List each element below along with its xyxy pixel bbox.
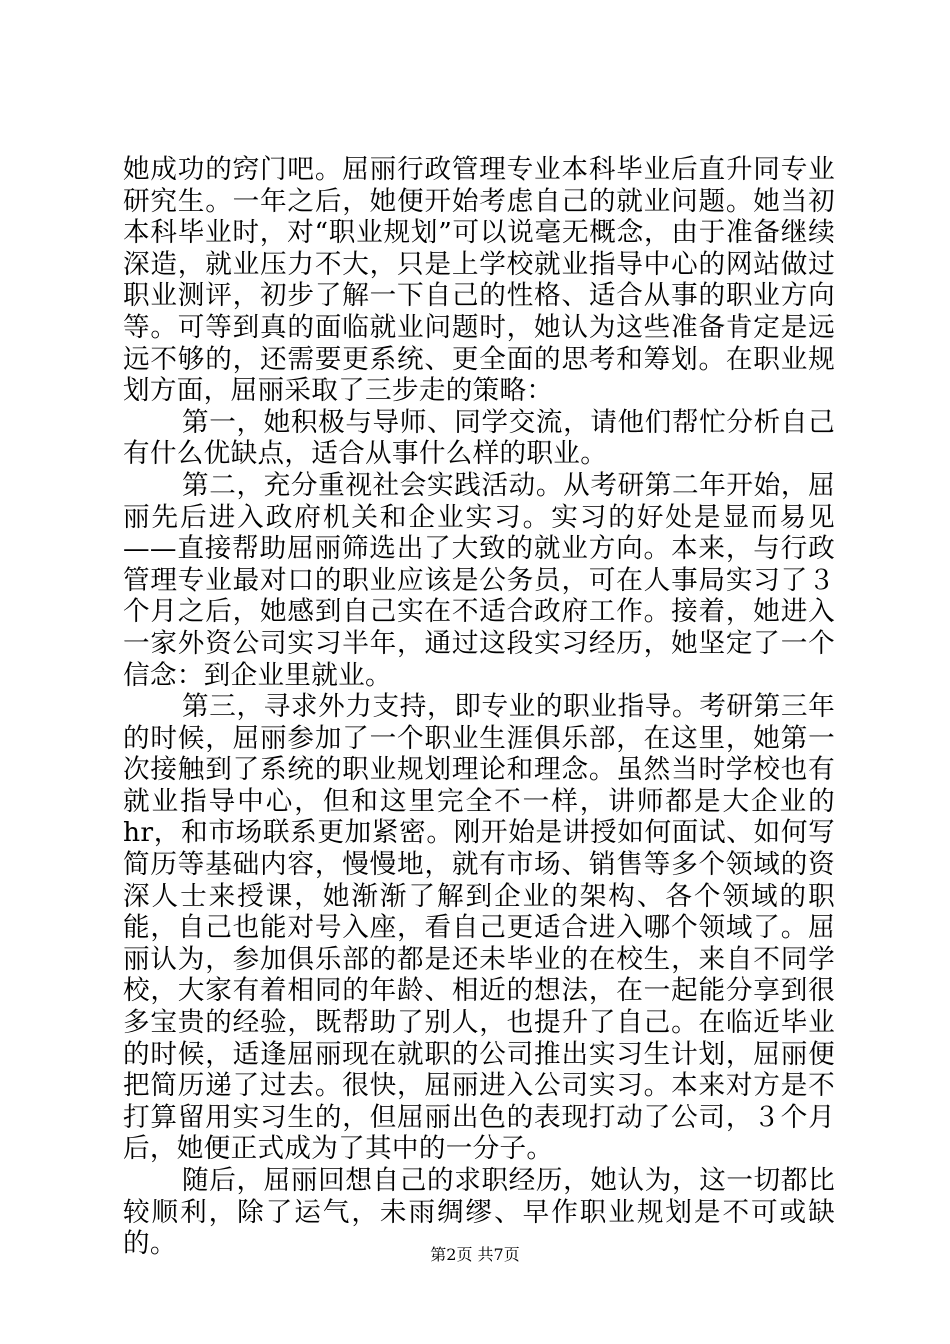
page-number-footer: 第2页 共7页 xyxy=(430,1245,520,1264)
paragraph-conclusion: 随后，屈丽回想自己的求职经历，她认为，这一切都比较顺利，除了运气，未雨绸缪、早作职业规划是不可或缺的。 xyxy=(123,1165,835,1260)
document-body xyxy=(123,154,835,1260)
paragraph-continuation: 她成功的窍门吧。屈丽行政管理专业本科毕业后直升同专业研究生。一年之后，她便开始考虑自己的就业问题。她当初本科毕业时，对“职业规划”可以说毫无概念，由于准备继续深造，就业压力不大，只是上学校就业指导中心的网站做过职业测评，初步了解一下自己的性格、适合从事的职业方向等。可等到真的面临就业问题时，她认为这些准备肯定是远远不够的，还需要更系统、更全面的思考和筹划。在职业规划方面，屈丽采取了三步走的策略： xyxy=(123,154,835,407)
paragraph-step-one: 第一，她积极与导师、同学交流，请他们帮忙分析自己有什么优缺点，适合从事什么样的职业。 xyxy=(123,406,835,470)
paragraph-step-two: 第二，充分重视社会实践活动。从考研第二年开始，屈丽先后进入政府机关和企业实习。实习的好处是显而易见——直接帮助屈丽筛选出了大致的就业方向。本来，与行政管理专业最对口的职业应该是公务员，可在人事局实习了３个月之后，她感到自己实在不适合政府工作。接着，她进入一家外资公司实习半年，通过这段实习经历，她坚定了一个信念：到企业里就业。 xyxy=(123,469,835,691)
paragraph-step-three: 第三，寻求外力支持，即专业的职业指导。考研第三年的时候，屈丽参加了一个职业生涯俱乐部，在这里，她第一次接触到了系统的职业规划理论和理念。虽然当时学校也有就业指导中心，但和这里完全不一样，讲师都是大企业的hr，和市场联系更加紧密。刚开始是讲授如何面试、如何写简历等基础内容，慢慢地，就有市场、销售等多个领域的资深人士来授课，她渐渐了解到企业的架构、各个领域的职能，自己也能对号入座，看自己更适合进入哪个领域了。屈丽认为，参加俱乐部的都是还未毕业的在校生，来自不同学校，大家有着相同的年龄、相近的想法，在一起能分享到很多宝贵的经验，既帮助了别人，也提升了自己。在临近毕业的时候，适逢屈丽现在就职的公司推出实习生计划，屈丽便把简历递了过去。很快，屈丽进入公司实习。本来对方是不打算留用实习生的，但屈丽出色的表现打动了公司，３个月后，她便正式成为了其中的一分子。 xyxy=(123,691,835,1165)
